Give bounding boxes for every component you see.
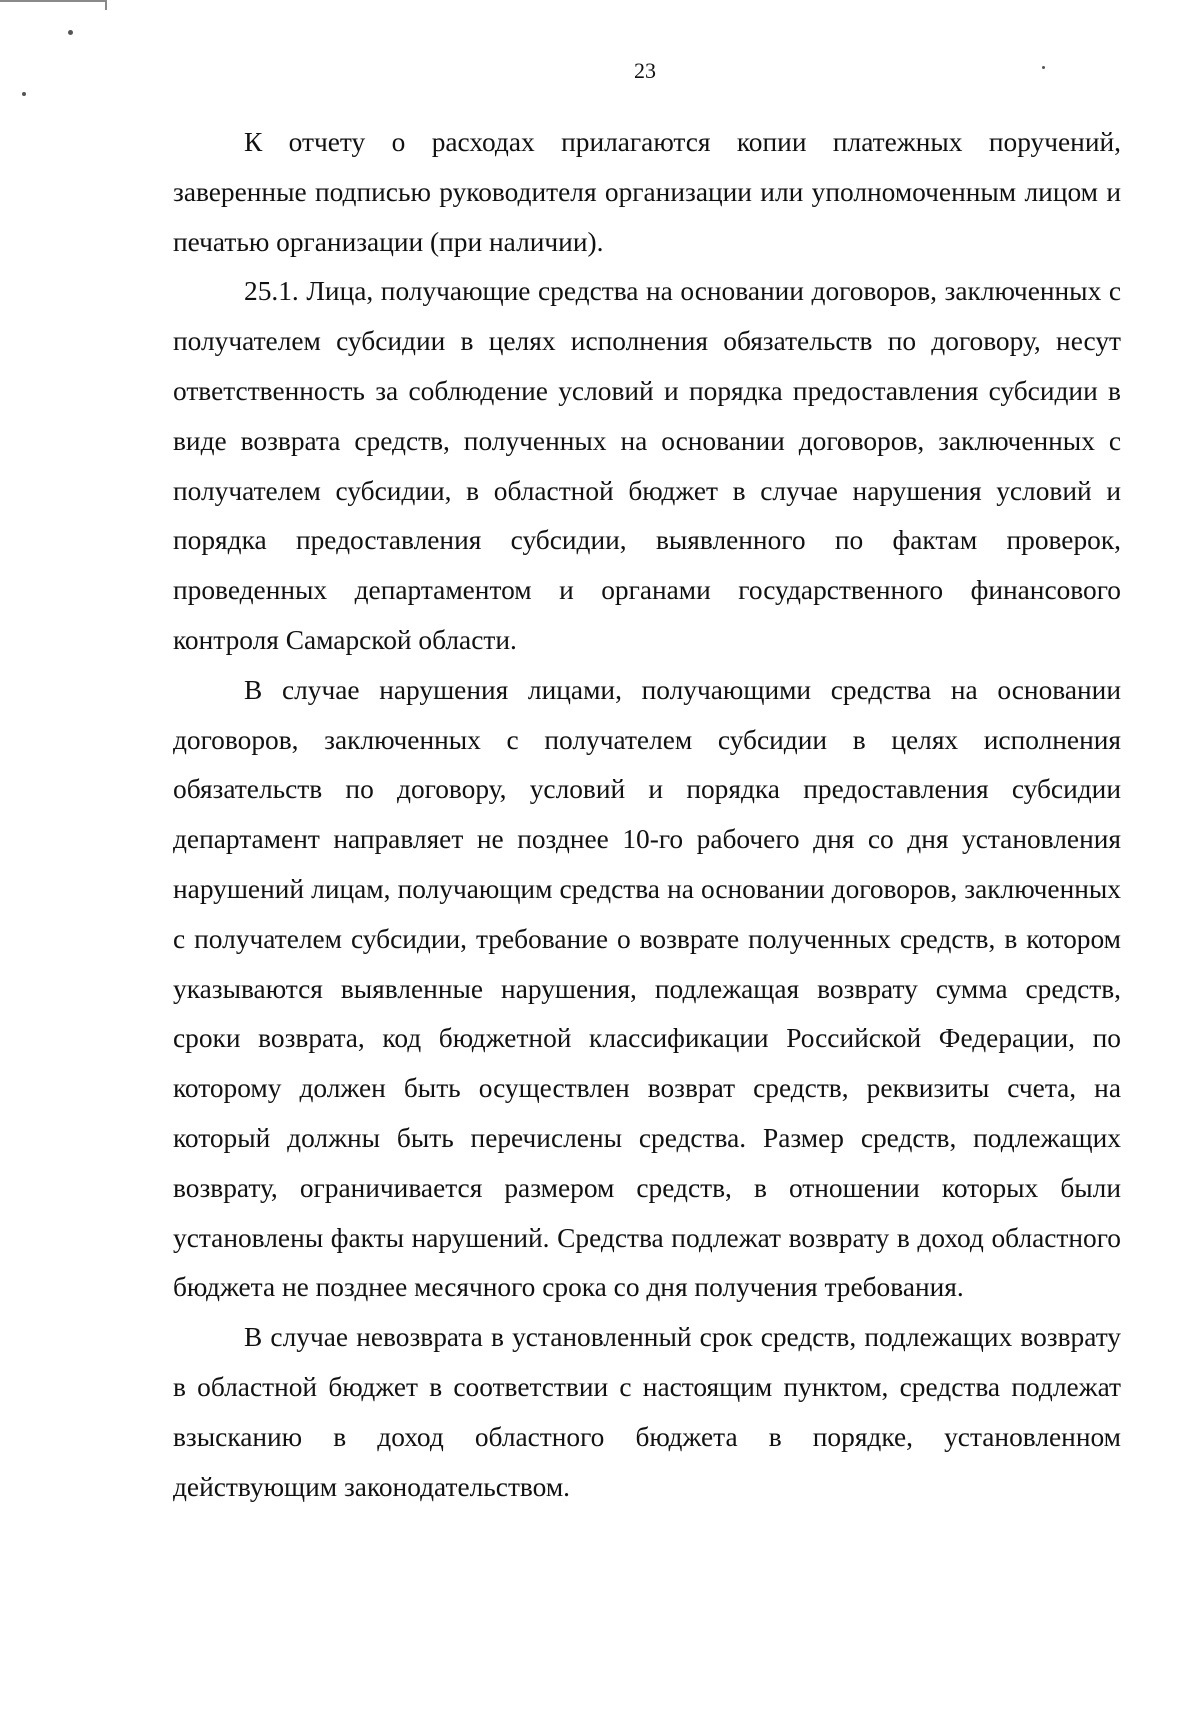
paragraph-25-1: 25.1. Лица, получающие средства на основании договоров, заключенных с получателем субсидии в целях исполнения обязательств по договору, несут ответственность за соблюдение условий и порядка предоставления субсидии в виде возврата средств, полученных на основании договоров, заключенных с получателем субсидии, в областной бюджет в случае нарушения условий и порядка предоставления субсидии, выявленного по фактам проверок, проведенных департаментом и органами государственного финансового контроля Самарской области. (173, 276, 1121, 655)
paragraph-violation-refund: В случае нарушения лицами, получающими средства на основании договоров, заключенных с получателем субсидии в целях исполнения обязательств по договору, условий и порядка предоставления субсидии департамент направляет не позднее 10-го рабочего дня со дня установления нарушений лицам, получающим средства на основании договоров, заключенных с получателем субсидии, требование о возврате полученных средств, в котором указываются выявленные нарушения, подлежащая возврату сумма средств, сроки возврата, код бюджетной классификации Российской Федерации, по которому должен быть осуществлен возврат средств, реквизиты счета, на который должны быть перечислены средства. Размер средств, подлежащих возврату, ограничивается размером средств, в отношении которых были установлены факты нарушений. Средства подлежат возврату в доход областного бюджета не позднее месячного срока со дня получения требования. (173, 674, 1121, 1303)
document-body (173, 118, 1121, 1512)
scan-border (0, 0, 107, 10)
paragraph-non-return-recovery: В случае невозврата в установленный срок средств, подлежащих возврату в областной бюджет в соответствии с настоящим пунктом, средства подлежат взысканию в доход областного бюджета в порядке, установленном действующим законодательством. (173, 1322, 1121, 1502)
scan-speck (22, 92, 26, 96)
paragraph-report-attachments: К отчету о расходах прилагаются копии платежных поручений, заверенные подписью руководителя организации или уполномоченным лицом и печатью организации (при наличии). (173, 127, 1121, 257)
scan-speck (68, 30, 73, 35)
page-number: 23 (634, 58, 656, 83)
